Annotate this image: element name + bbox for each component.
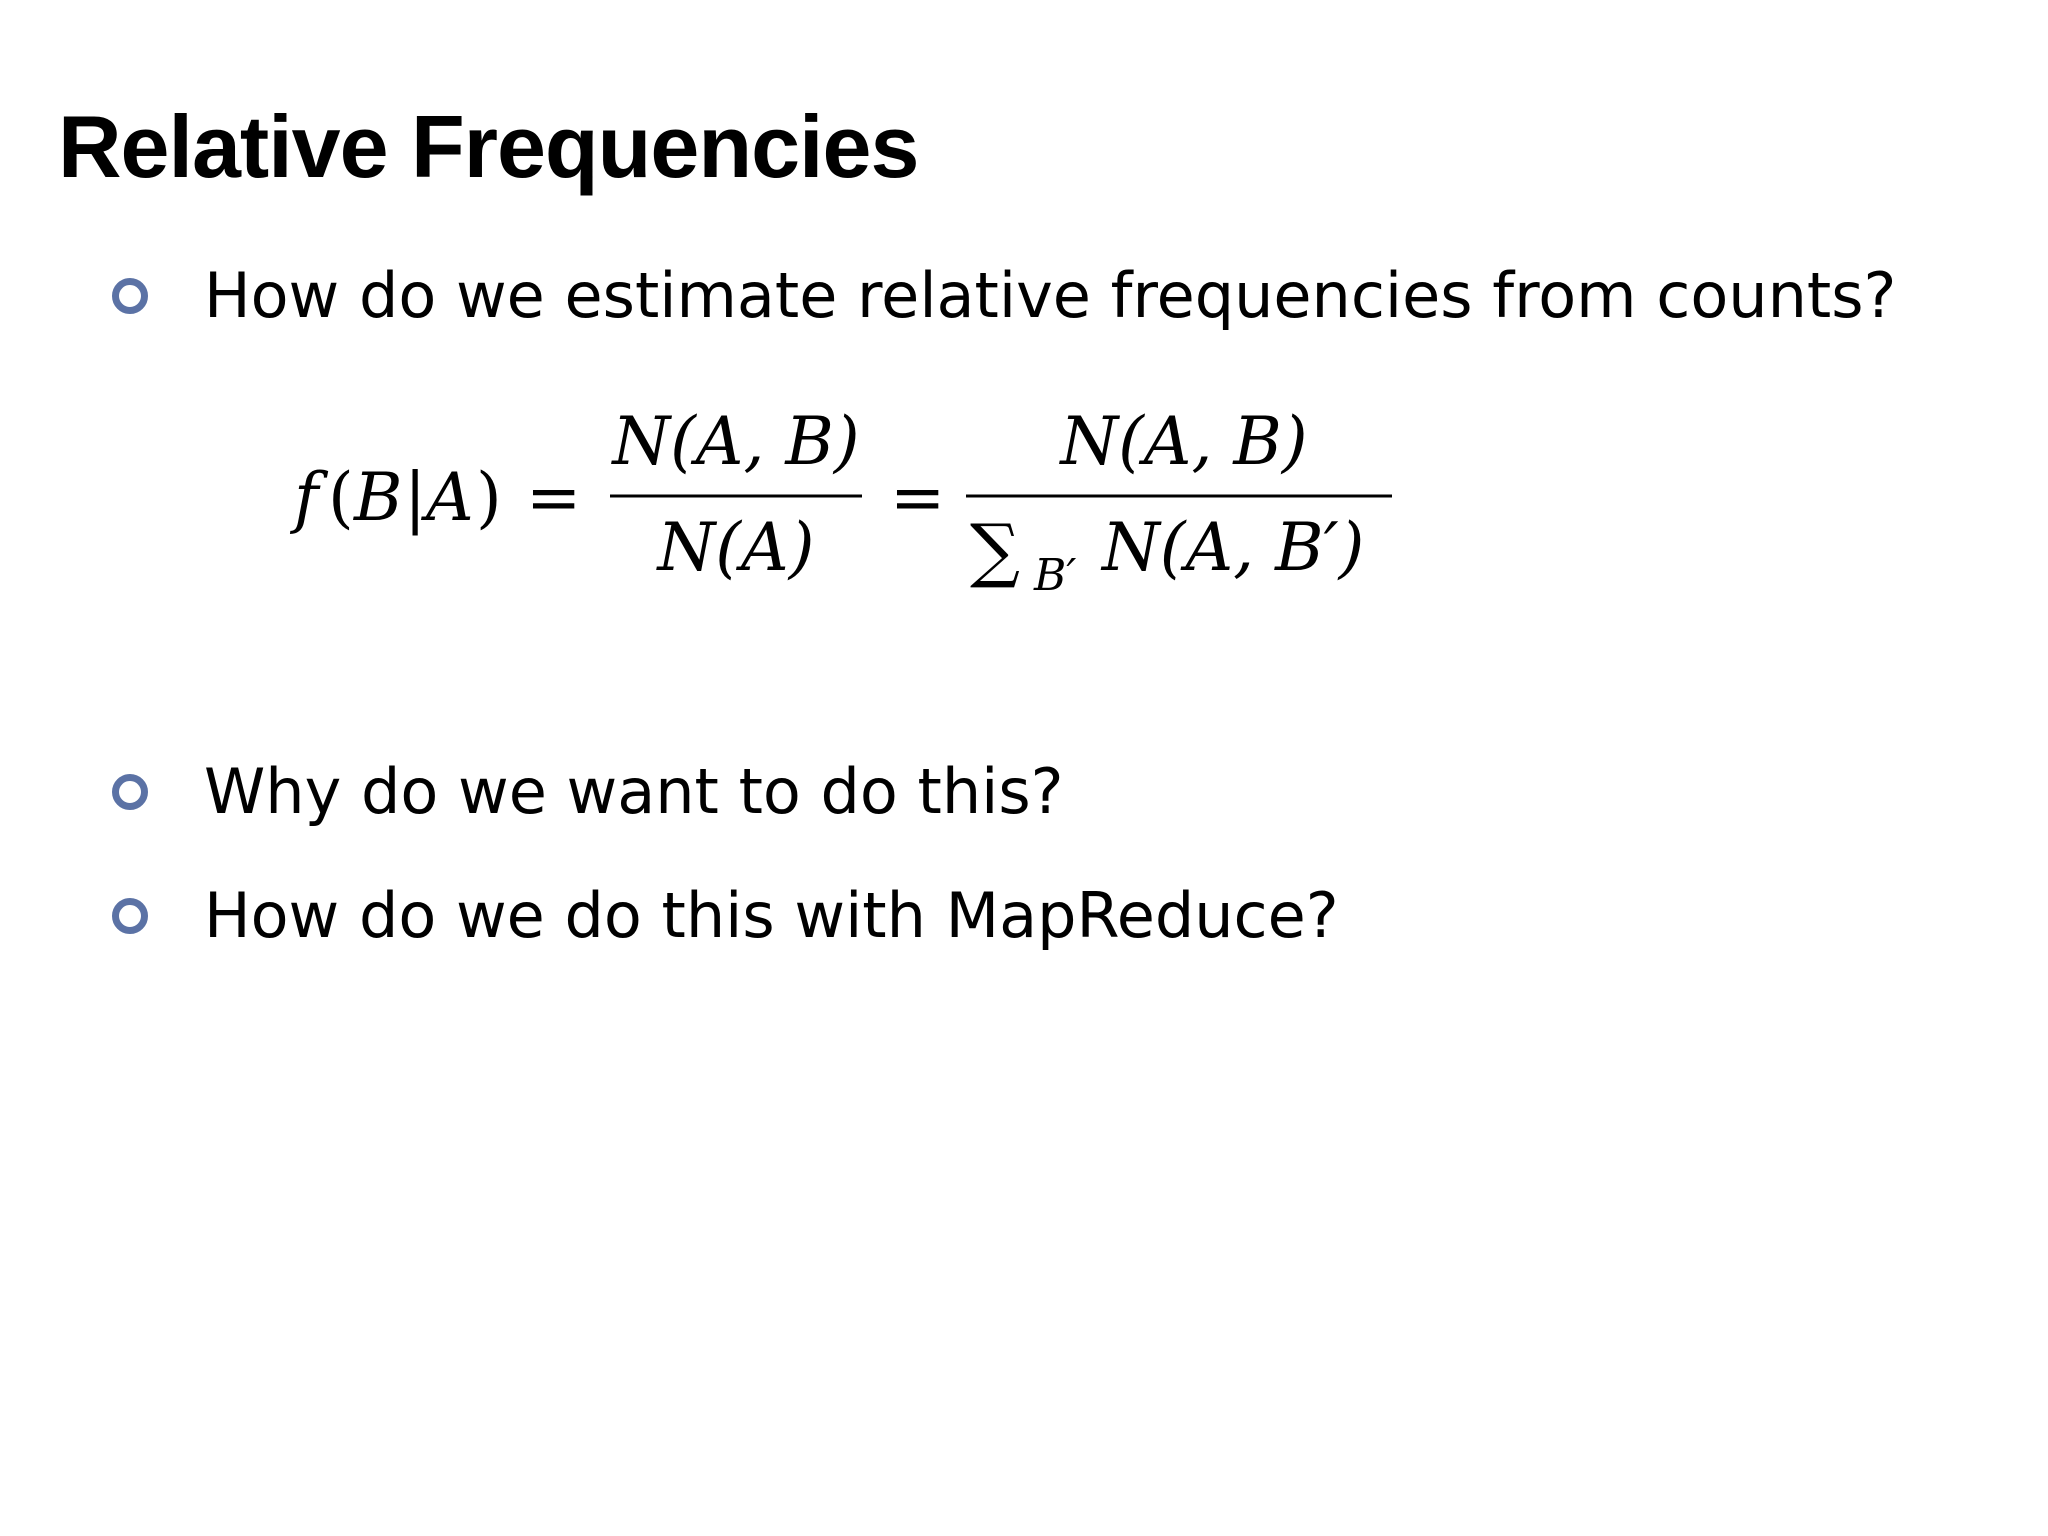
bullet-item (112, 256, 1896, 336)
equation-lhs-b: B (354, 459, 403, 536)
equation-equals-1: = (526, 459, 582, 536)
fraction-2-numerator: N(A, B) (1060, 403, 1308, 480)
equation-lhs-a: A (426, 459, 474, 536)
fraction-2-sum-subscript: B′ (1034, 550, 1077, 601)
bullet-circle-icon (112, 278, 148, 314)
equation-lhs-f: f (294, 459, 319, 536)
relative-frequency-equation (280, 398, 1420, 618)
equation-lhs-close-paren: ) (476, 459, 502, 536)
bullet-circle-icon (112, 774, 148, 810)
bullet-circle-icon (112, 898, 148, 934)
bullet-text: Why do we want to do this? (204, 755, 1064, 828)
bullet-text: How do we estimate relative frequencies from counts? (204, 259, 1897, 332)
fraction-2-denominator-term: N(A, B′) (1102, 509, 1365, 586)
equation-equals-2: = (890, 459, 946, 536)
bullet-item (112, 876, 1339, 956)
fraction-1-numerator: N(A, B) (612, 403, 860, 480)
slide-title: Relative Frequencies (58, 97, 919, 196)
bullet-text: How do we do this with MapReduce? (204, 879, 1339, 952)
fraction-2-sum-symbol: ∑ (970, 509, 1020, 591)
bullet-item (112, 752, 1064, 832)
fraction-1-denominator: N(A) (657, 509, 815, 586)
equation-lhs-open-paren: ( (328, 459, 354, 536)
equation-lhs-bar: | (404, 459, 427, 536)
